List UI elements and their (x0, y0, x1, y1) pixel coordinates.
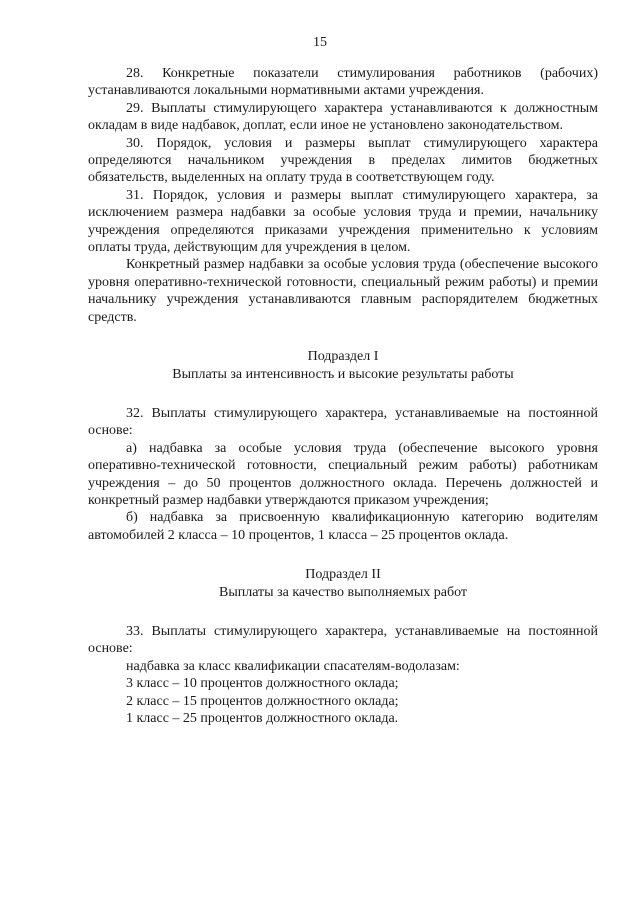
spacer (88, 544, 598, 566)
page-number: 15 (313, 35, 327, 50)
paragraph-31: 31. Порядок, условия и размеры выплат стимулирующего характера, за исключением размера надбавки за особые условия труда и премии, начальнику учреждения определяются приказами учреждения применительно к условиям оплаты труда, действующим для учреждения в целом. (88, 187, 598, 256)
paragraph-33-line-1: надбавка за класс квалификации спасателям-водолазам: (126, 658, 460, 674)
paragraph-30: 30. Порядок, условия и размеры выплат стимулирующего характера определяются начальником учреждения в пределах лимитов бюджетных обязательств, выделенных на оплату труда в соответствующем году. (88, 135, 598, 186)
paragraph-32-b: б) надбавка за присвоенную квалификационную категорию водителям автомобилей 2 класса – 10 процентов, 1 класса – 25 процентов оклада. (88, 510, 598, 543)
subsection-1-number: Подраздел I (307, 349, 379, 365)
document-body (88, 65, 598, 727)
paragraph-33-line-2: 3 класс – 10 процентов должностного оклада; (126, 676, 399, 692)
subsection-1-title: Выплаты за интенсивность и высокие результаты работы (172, 366, 514, 382)
paragraph-33: 33. Выплаты стимулирующего характера, устанавливаемые на постоянной основе: (88, 623, 598, 657)
subsection-1-heading (88, 348, 598, 383)
paragraph-31-note: Конкретный размер надбавки за особые условия труда (обеспечение высокого уровня оперативно-технической готовности, специальный режим работы) и премии начальнику учреждения устанавливаются главным распорядителем бюджетных средств. (88, 257, 598, 325)
paragraph-32: 32. Выплаты стимулирующего характера, устанавливаемые на постоянной основе: (88, 405, 598, 439)
paragraph-32-a: а) надбавка за особые условия труда (обеспечение высокого уровня оперативно-технической готовности, специальный режим работы) работникам учреждения – до 50 процентов должностного оклада. Перечень должностей и конкретный размер надбавки утверждаются приказом учреждения; (88, 440, 598, 508)
paragraph-33-line-3: 2 класс – 15 процентов должностного оклада; (126, 693, 399, 709)
spacer (88, 326, 598, 348)
paragraph-29: 29. Выплаты стимулирующего характера устанавливаются к должностным окладам в виде надбавок, доплат, если иное не установлено законодательством. (88, 100, 598, 134)
spacer (88, 383, 598, 405)
subsection-2-title: Выплаты за качество выполняемых работ (218, 584, 468, 600)
paragraph-28: 28. Конкретные показатели стимулирования работников (рабочих) устанавливаются локальными нормативными актами учреждения. (88, 66, 598, 99)
subsection-2-heading (88, 566, 598, 601)
spacer (88, 601, 598, 623)
paragraph-33-line-4: 1 класс – 25 процентов должностного оклада. (126, 711, 399, 726)
subsection-2-number: Подраздел II (305, 567, 381, 583)
